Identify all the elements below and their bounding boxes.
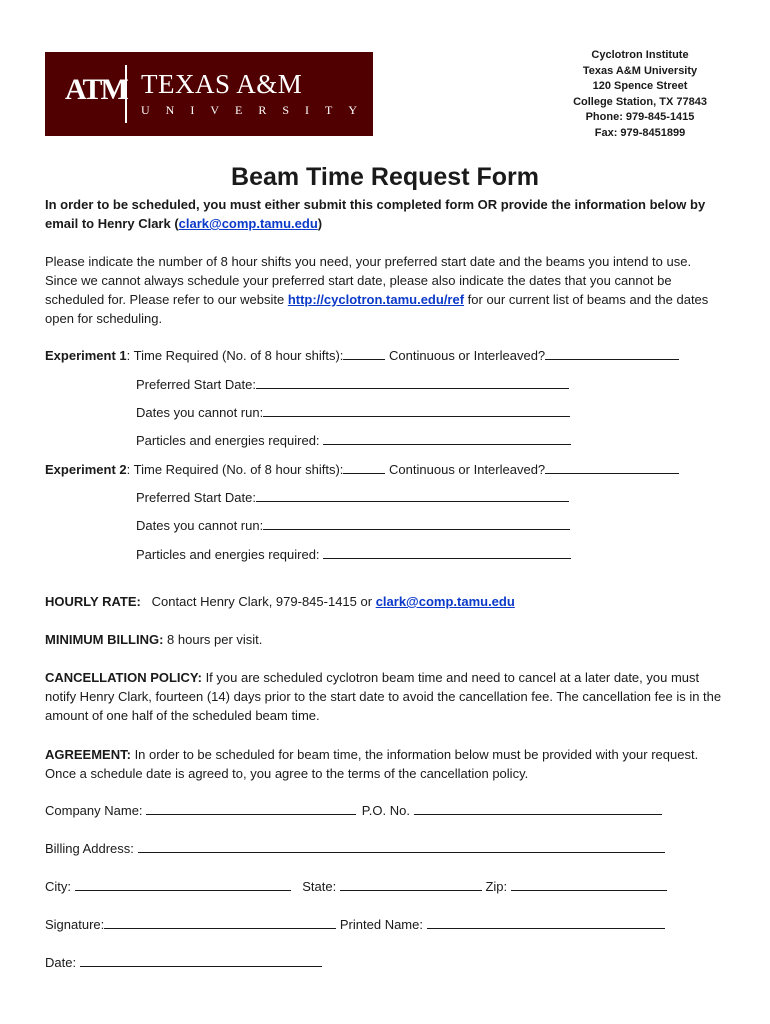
particles-label: Particles and energies required: [136, 433, 320, 448]
shifts-field[interactable] [343, 460, 385, 474]
city-label: City: [45, 879, 71, 894]
agreement [45, 745, 725, 783]
agreement-text: In order to be scheduled for beam time, the information below must be provided with your request. Once a schedule date is agreed to, you agree to the terms of the cancellation policy. [45, 747, 699, 781]
start-date-label: Preferred Start Date: [136, 377, 256, 392]
experiment2-label: Experiment 2 [45, 462, 127, 477]
address-block [560, 48, 720, 142]
city-row [45, 877, 667, 896]
cancellation-policy [45, 668, 725, 725]
minimum-billing-label: MINIMUM BILLING: [45, 632, 164, 647]
city-field[interactable] [75, 877, 291, 891]
state-label: State: [302, 879, 337, 894]
printed-name-field[interactable] [427, 915, 665, 929]
start-date-label: Preferred Start Date: [136, 490, 256, 505]
company-field[interactable] [146, 801, 356, 815]
particles-field[interactable] [323, 431, 571, 445]
date-label: Date: [45, 955, 77, 970]
po-field[interactable] [414, 801, 662, 815]
start-date-field[interactable] [256, 488, 569, 502]
time-required-label: : Time Required (No. of 8 hour shifts): [126, 348, 344, 363]
minimum-billing-text: 8 hours per visit. [163, 632, 263, 647]
start-date-field[interactable] [256, 375, 569, 389]
address-line: 120 Spence Street [592, 80, 688, 93]
billing-field[interactable] [138, 839, 665, 853]
cancellation-label: CANCELLATION POLICY: [45, 670, 202, 685]
experiment1-start-row [136, 375, 569, 394]
cannot-run-field[interactable] [263, 403, 570, 417]
cannot-run-label: Dates you cannot run: [136, 518, 264, 533]
address-phone: Phone: 979-845-1415 [585, 111, 695, 124]
instructions-text-end: for our current list of beams and the dates open for scheduling. [45, 292, 709, 326]
cannot-run-field[interactable] [263, 516, 570, 530]
email-link[interactable]: clark@comp.tamu.edu [375, 594, 515, 609]
billing-label: Billing Address: [45, 841, 134, 856]
tamu-logo [45, 52, 373, 136]
intro-text: In order to be scheduled, you must either submit this completed form OR provide the information below by email to Henry Clark ( [45, 197, 706, 231]
instructions-text: Please indicate the number of 8 hour shifts you need, your preferred start date and the beams you intend to use. Since we cannot always schedule your preferred start date, please also indicate the dates that you cannot be scheduled for. Please refer to our website [45, 254, 692, 307]
experiment2-cannot-row [136, 516, 570, 535]
mode-field[interactable] [545, 346, 679, 360]
experiment1-cannot-row [136, 403, 570, 422]
printed-name-label: Printed Name: [339, 917, 423, 932]
zip-label: Zip: [485, 879, 508, 894]
logo-wordmark [141, 69, 373, 119]
address-line: College Station, TX 77843 [573, 95, 707, 108]
agreement-label: AGREEMENT: [45, 747, 131, 762]
experiment1-time-row [45, 346, 679, 365]
intro-text-end: ) [317, 216, 323, 231]
email-link[interactable]: clark@comp.tamu.edu [178, 216, 318, 231]
po-label: P.O. No. [361, 803, 410, 818]
mode-label: Continuous or Interleaved? [389, 462, 546, 477]
address-line: Cyclotron Institute [591, 49, 689, 61]
company-row [45, 801, 662, 820]
experiment2-time-row [45, 460, 679, 479]
experiment2-start-row [136, 488, 569, 507]
date-row [45, 953, 322, 972]
website-link[interactable]: http://cyclotron.tamu.edu/ref [287, 292, 465, 307]
page-title: Beam Time Request Form [231, 163, 539, 191]
logo-sub: UNIVERSITY [141, 103, 373, 117]
experiment2-particles-row [136, 545, 571, 564]
shifts-field[interactable] [343, 346, 385, 360]
logo-name: TEXAS A&M [141, 69, 303, 99]
particles-label: Particles and energies required: [136, 547, 320, 562]
instructions-paragraph [45, 252, 725, 328]
signature-field[interactable] [104, 915, 336, 929]
mode-label: Continuous or Interleaved? [389, 348, 546, 363]
cancellation-text: If you are scheduled cyclotron beam time and need to cancel at a later date, you must notify Henry Clark, fourteen (14) days prior to the start date to avoid the cancellation fee. The cancellation fee is in the amount of one half of the scheduled beam time. [45, 670, 722, 723]
particles-field[interactable] [323, 545, 571, 559]
atm-mark-icon: ATM [65, 73, 127, 106]
signature-row [45, 915, 665, 934]
experiment1-label: Experiment 1 [45, 348, 127, 363]
signature-label: Signature: [45, 917, 105, 932]
address-line: Texas A&M University [582, 64, 698, 77]
date-field[interactable] [80, 953, 322, 967]
company-label: Company Name: [45, 803, 143, 818]
state-field[interactable] [340, 877, 482, 891]
cannot-run-label: Dates you cannot run: [136, 405, 264, 420]
experiment1-particles-row [136, 431, 571, 450]
hourly-rate-label: HOURLY RATE: [45, 594, 141, 609]
hourly-rate-text: Contact Henry Clark, 979-845-1415 or [151, 594, 376, 609]
zip-field[interactable] [511, 877, 667, 891]
minimum-billing-row [45, 630, 262, 649]
time-required-label: : Time Required (No. of 8 hour shifts): [126, 462, 344, 477]
hourly-rate-row [45, 592, 515, 611]
address-fax: Fax: 979-8451899 [594, 126, 686, 139]
mode-field[interactable] [545, 460, 679, 474]
billing-row [45, 839, 665, 858]
intro-paragraph [45, 195, 725, 233]
